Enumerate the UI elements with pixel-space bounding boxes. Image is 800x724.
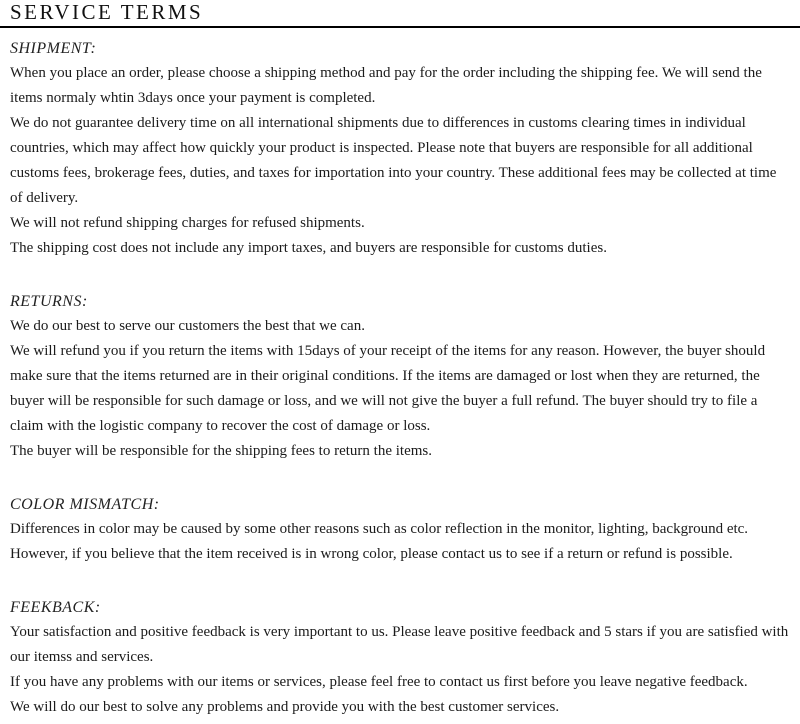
section-heading-color-mismatch: COLOR MISMATCH: xyxy=(10,496,160,513)
paragraph: We will refund you if you return the items with 15days of your receipt of the items for any reason. However, the buyer should make sure that the items returned are in their original conditions. If the items are damaged or lost when they are returned, the buyer will be responsible for such damage or loss, and we will not give the buyer a full refund. The buyer should try to file a claim with the logistic company to recover the cost of damage or loss. xyxy=(10,343,766,434)
paragraph: However, if you believe that the item received is in wrong color, please contact us to see if a return or refund is possible. xyxy=(10,546,733,562)
section-shipment xyxy=(10,36,790,261)
paragraph: We do our best to serve our customers the best that we can. xyxy=(10,318,365,334)
section-heading-shipment: SHIPMENT: xyxy=(10,40,97,57)
paragraph: The buyer will be responsible for the shipping fees to return the items. xyxy=(10,443,432,459)
section-color-mismatch xyxy=(10,492,790,567)
section-heading-returns: RETURNS: xyxy=(10,293,88,310)
section-feedback xyxy=(10,595,790,720)
page-title: SERVICE TERMS xyxy=(10,0,204,24)
paragraph: We will do our best to solve any problems and provide you with the best customer services. xyxy=(10,699,560,715)
page-header xyxy=(0,0,800,28)
paragraph: When you place an order, please choose a shipping method and pay for the order including the shipping fee. We will send the items normaly whtin 3days once your payment is completed. xyxy=(10,65,762,106)
paragraph: If you have any problems with our items or services, please feel free to contact us first before you leave negative feedback. xyxy=(10,674,748,690)
paragraph: We do not guarantee delivery time on all international shipments due to differences in customs clearing times in individual countries, which may affect how quickly your product is inspected. Please note that buyers are responsible for all additional customs fees, brokerage fees, duties, and taxes for importation into your country. These additional fees may be collected at time of delivery. xyxy=(10,115,777,206)
section-returns xyxy=(10,289,790,464)
paragraph: Differences in color may be caused by some other reasons such as color reflection in the monitor, lighting, background etc. xyxy=(10,521,749,537)
paragraph: Your satisfaction and positive feedback is very important to us. Please leave positive feedback and 5 stars if you are satisfied with our itemss and services. xyxy=(10,624,789,665)
paragraph: The shipping cost does not include any import taxes, and buyers are responsible for customs duties. xyxy=(10,240,607,256)
terms-document xyxy=(0,28,800,720)
paragraph: We will not refund shipping charges for refused shipments. xyxy=(10,215,365,231)
section-heading-feedback: FEEKBACK: xyxy=(10,599,101,616)
